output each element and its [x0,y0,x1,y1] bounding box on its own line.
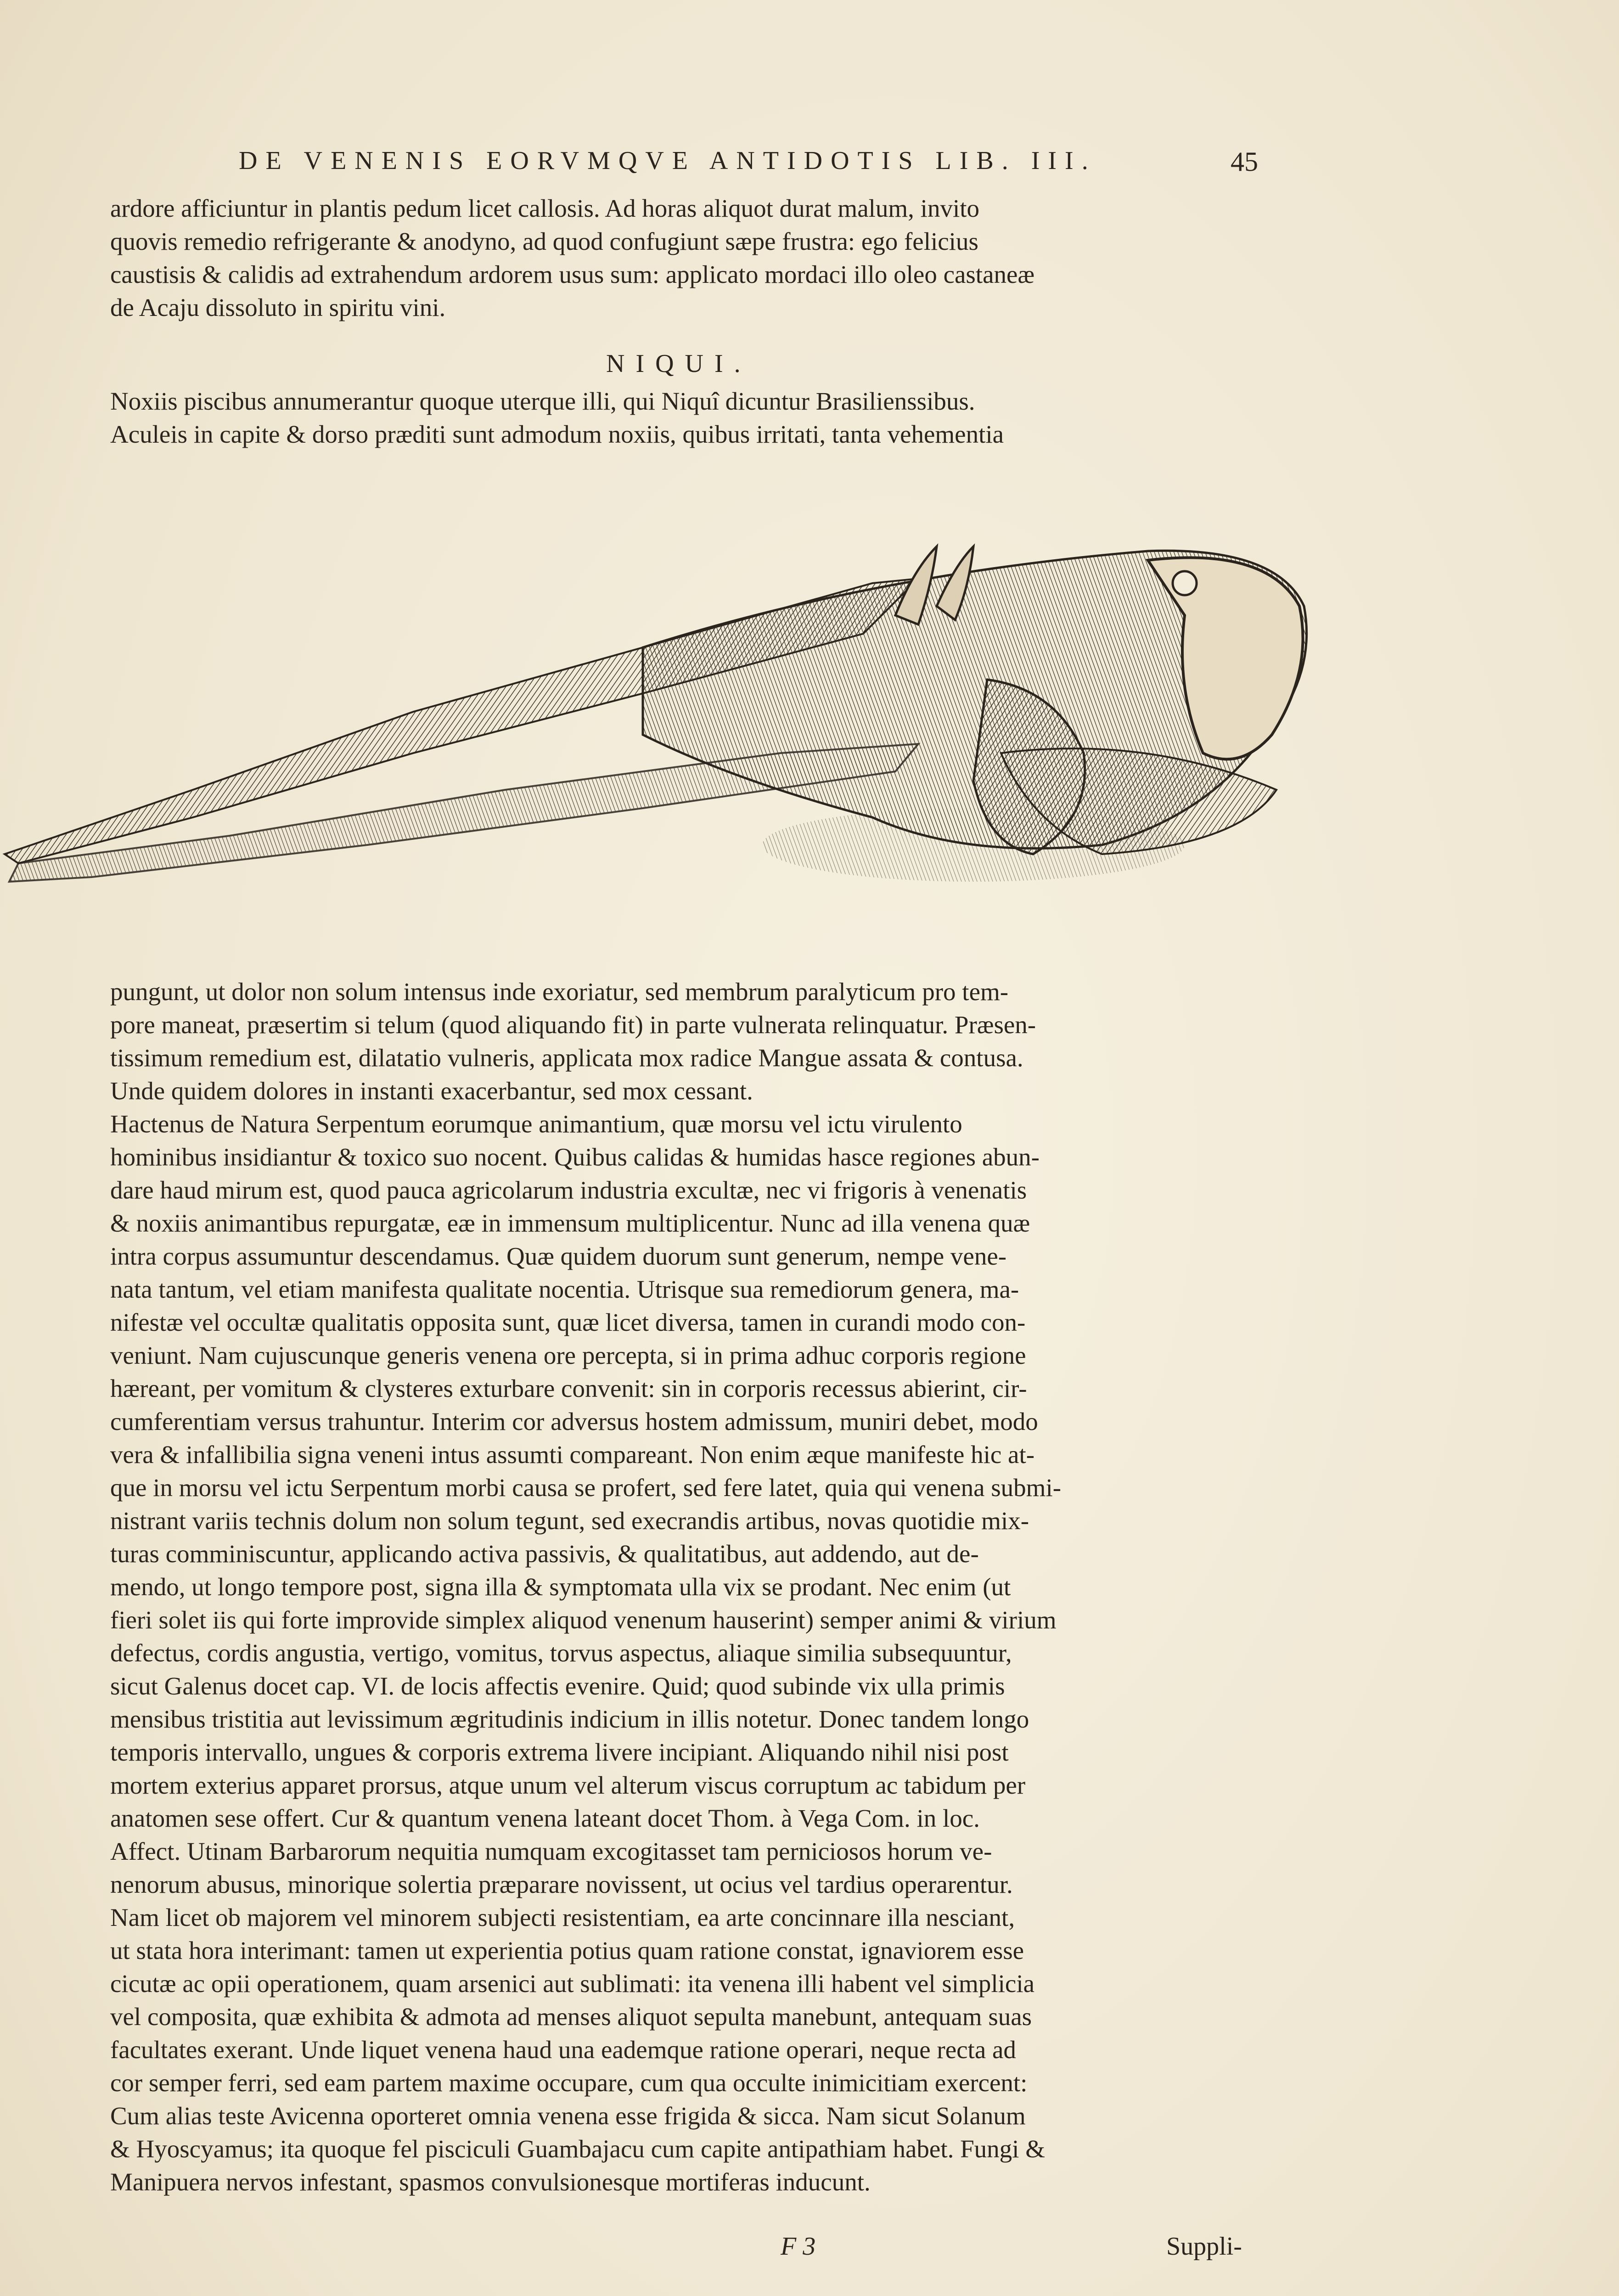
text-line: intra corpus assumuntur descendamus. Quæ quidem duorum sunt generum, nempe vene- [110,1242,1007,1270]
text-line: turas comminiscuntur, applicando activa passivis, & qualitatibus, aut addendo, aut de- [110,1540,979,1568]
text-line: vera & infallibilia signa veneni intus assumti compareant. Non enim æque manifeste hic at- [110,1441,1035,1469]
text-line: Aculeis in capite & dorso præditi sunt admodum noxiis, quibus irritati, tanta vehementia [110,420,1004,448]
catchword: Suppli- [1166,2232,1242,2261]
text-line: defectus, cordis angustia, vertigo, vomitus, torvus aspectus, aliaque similia subsequuntur, [110,1639,1012,1667]
text-line: ut stata hora interimant: tamen ut experientia potius quam ratione constat, ignaviorem esse [110,1936,1024,1964]
text-line: nenorum abusus, minorique solertia præparare novissent, ut ocius vel tardius operarentur. [110,1870,1013,1898]
text-line: que in morsu vel ictu Serpentum morbi causa se profert, sed fere latet, quia qui venena submi- [110,1474,1062,1502]
text-line: caustisis & calidis ad extrahendum ardorem usus sum: applicato mordaci illo oleo castaneæ [110,260,1035,288]
text-line: veniunt. Nam cujuscunque generis venena ore percepta, si in prima adhuc corporis regione [110,1341,1026,1369]
text-line: Nam licet ob majorem vel minorem subjecti resistentiam, ea arte concinnare illa nesciant, [110,1903,1015,1931]
text-line: tissimum remedium est, dilatatio vulneris, applicata mox radice Mangue assata & contusa. [110,1044,1023,1072]
text-line: quovis remedio refrigerante & anodyno, ad quod confugiunt sæpe frustra: ego felicius [110,227,978,255]
paragraph-acaju [110,192,1313,324]
text-line: nata tantum, vel etiam manifesta qualitate nocentia. Utrisque sua remediorum genera, ma- [110,1275,1019,1303]
text-line: anatomen sese offert. Cur & quantum venena lateant docet Thom. à Vega Com. in loc. [110,1804,980,1832]
paragraph-main [110,975,1313,2199]
text-line: facultates exerant. Unde liquet venena haud una eademque ratione operari, neque recta ad [110,2036,1016,2064]
section-heading-niqui: NIQUI. [606,349,752,378]
text-line: fieri solet iis qui forte improvide simplex aliquod venenum hauserint) semper animi & virium [110,1606,1057,1634]
text-line: nifestæ vel occultæ qualitatis opposita sunt, quæ licet diversa, tamen in curandi modo con- [110,1308,1026,1336]
text-line: pore maneat, præsertim si telum (quod aliquando fit) in parte vulnerata relinquatur. Præsen- [110,1011,1036,1039]
text-line: Unde quidem dolores in instanti exacerbantur, sed mox cessant. [110,1077,753,1105]
text-line: Manipuera nervos infestant, spasmos convulsionesque mortiferas inducunt. [110,2168,871,2196]
text-line: hominibus insidiantur & toxico suo nocent. Quibus calidas & humidas hasce regiones abun- [110,1143,1040,1171]
niqui-fish-illustration [0,496,1322,928]
text-line: ardore afficiuntur in plantis pedum licet callosis. Ad horas aliquot durat malum, invito [110,194,980,222]
text-line: Affect. Utinam Barbarorum nequitia numquam excogitasset tam perniciosos horum ve- [110,1837,992,1865]
text-line: sicut Galenus docet cap. VI. de locis affectis evenire. Quid; quod subinde vix ulla primis [110,1672,1005,1700]
text-line: & Hyoscyamus; ita quoque fel pisciculi Guambajacu cum capite antipathiam habet. Fungi & [110,2135,1045,2163]
text-line: cumferentiam versus trahuntur. Interim cor adversus hostem admissum, muniri debet, modo [110,1407,1038,1435]
page-number: 45 [1231,146,1258,177]
text-line: temporis intervallo, ungues & corporis extrema livere incipiant. Aliquando nihil nisi post [110,1738,1009,1766]
text-line: Cum alias teste Avicenna oporteret omnia venena esse frigida & sicca. Nam sicut Solanum [110,2102,1026,2130]
text-line: mortem exterius apparet prorsus, atque unum vel alterum viscus corruptum ac tabidum per [110,1771,1026,1799]
text-line: cor semper ferri, sed eam partem maxime occupare, cum qua occulte inimicitiam exercent: [110,2069,1028,2097]
text-line: cicutæ ac opii operationem, quam arsenici aut sublimati: ita venena illi habent vel simplicia [110,1970,1035,1998]
text-line: de Acaju dissoluto in spiritu vini. [110,293,446,321]
text-line: vel composita, quæ exhibita & admota ad menses aliquot sepulta manebunt, antequam suas [110,2003,1032,2031]
text-line: pungunt, ut dolor non solum intensus inde exoriatur, sed membrum paralyticum pro tem- [110,978,1009,1006]
text-line: hæreant, per vomitum & clysteres exturbare convenit: sin in corporis recessus abierint, cir- [110,1374,1027,1402]
text-line: nistrant variis technis dolum non solum tegunt, sed execrandis artibus, novas quotidie mix- [110,1507,1029,1535]
text-line: dare haud mirum est, quod pauca agricolarum industria excultæ, nec vi frigoris à venenatis [110,1176,1027,1204]
text-line: mensibus tristitia aut levissimum ægritudinis indicium in illis notetur. Donec tandem longo [110,1705,1029,1733]
paragraph-niqui [110,385,1313,451]
running-title: DE VENENIS EORVMQVE ANTIDOTIS LIB. III. [239,146,1096,175]
text-line: Hactenus de Natura Serpentum eorumque animantium, quæ morsu vel ictu virulento [110,1110,962,1138]
fish-eye [1173,571,1197,595]
text-line: & noxiis animantibus repurgatæ, eæ in immensum multiplicentur. Nunc ad illa venena quæ [110,1209,1030,1237]
signature-mark: F 3 [781,2232,816,2261]
text-line: mendo, ut longo tempore post, signa illa & symptomata ulla vix se prodant. Nec enim (ut [110,1573,1011,1601]
text-line: Noxiis piscibus annumerantur quoque uterque illi, qui Niquî dicuntur Brasilienssibus. [110,387,975,415]
